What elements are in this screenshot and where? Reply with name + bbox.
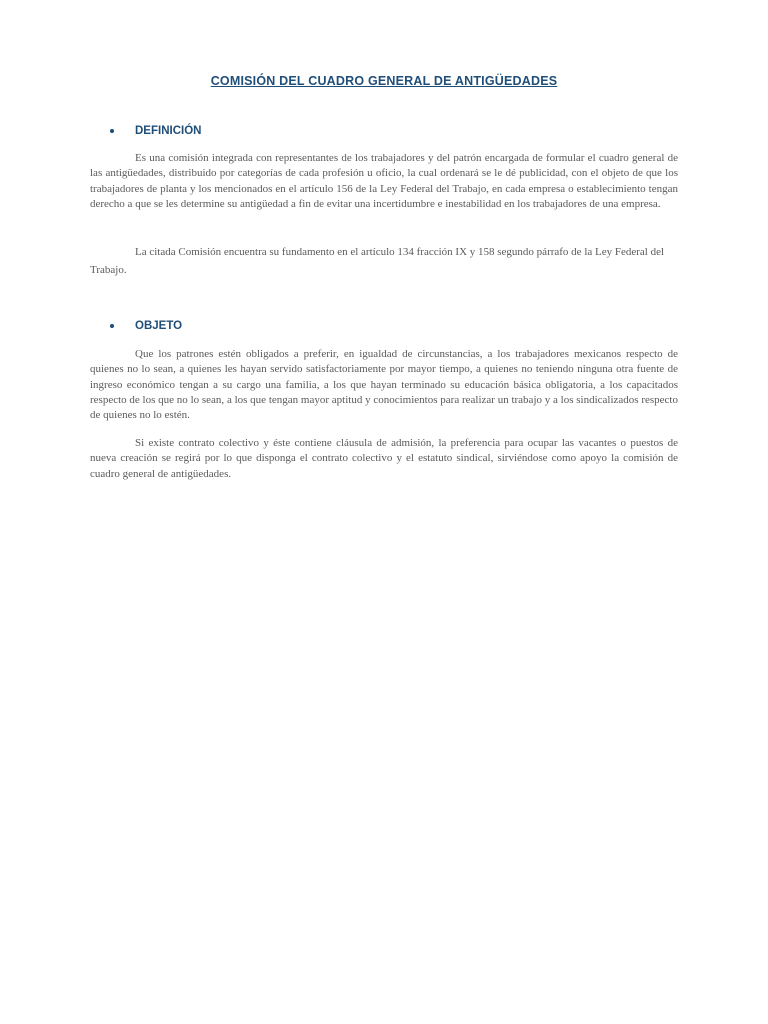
- bullet-icon: [110, 129, 114, 133]
- objeto-paragraph-2: Si existe contrato colectivo y éste contiene cláusula de admisión, la preferencia para ocupar las vacantes o puestos de nueva creación se regirá por lo que disponga el contrato colectivo y el estatuto sindical, sirviéndose como apoyo la comisión de cuadro general de antigüedades.: [90, 437, 678, 480]
- definicion-paragraph-1: Es una comisión integrada con representantes de los trabajadores y del patrón encargada de formular el cuadro general de las antigüedades, distribuido por categorías de cada profesión u oficio, la cual ordenará se le dé publicidad, con el objeto de que los trabajadores de planta y los mencionados en el artículo 156 de la Ley Federal del Trabajo, en cada empresa o establecimiento tengan derecho a que se les determine su antigüedad a fin de evitar una incertidumbre e inestabilidad en los trabajadores de una empresa.: [90, 152, 678, 210]
- bullet-icon: [110, 324, 114, 328]
- section-heading-label: OBJETO: [135, 320, 183, 332]
- section-heading-definicion: [110, 125, 201, 137]
- section-heading-label: DEFINICIÓN: [135, 125, 202, 137]
- objeto-paragraph-1: Que los patrones estén obligados a preferir, en igualdad de circunstancias, a los trabajadores mexicanos respecto de quienes no lo sean, a quienes les hayan servido satisfactoriamente por mayor tiempo, a quienes no teniendo ninguna otra fuente de ingreso económico tengan a su cargo una familia, a los que hayan terminado su educación básica obligatoria, a los capacitados respecto de los que no lo sean, a los que tengan mayor aptitud y conocimientos para realizar un trabajo y a los sindicalizados respecto de quienes no lo estén.: [90, 348, 678, 422]
- page-title: COMISIÓN DEL CUADRO GENERAL DE ANTIGÜEDADES: [210, 74, 558, 88]
- section-heading-objeto: [110, 320, 182, 332]
- definicion-paragraph-2: La citada Comisión encuentra su fundamento en el artículo 134 fracción IX y 158 segundo párrafo de la Ley Federal del Trabajo.: [90, 246, 665, 276]
